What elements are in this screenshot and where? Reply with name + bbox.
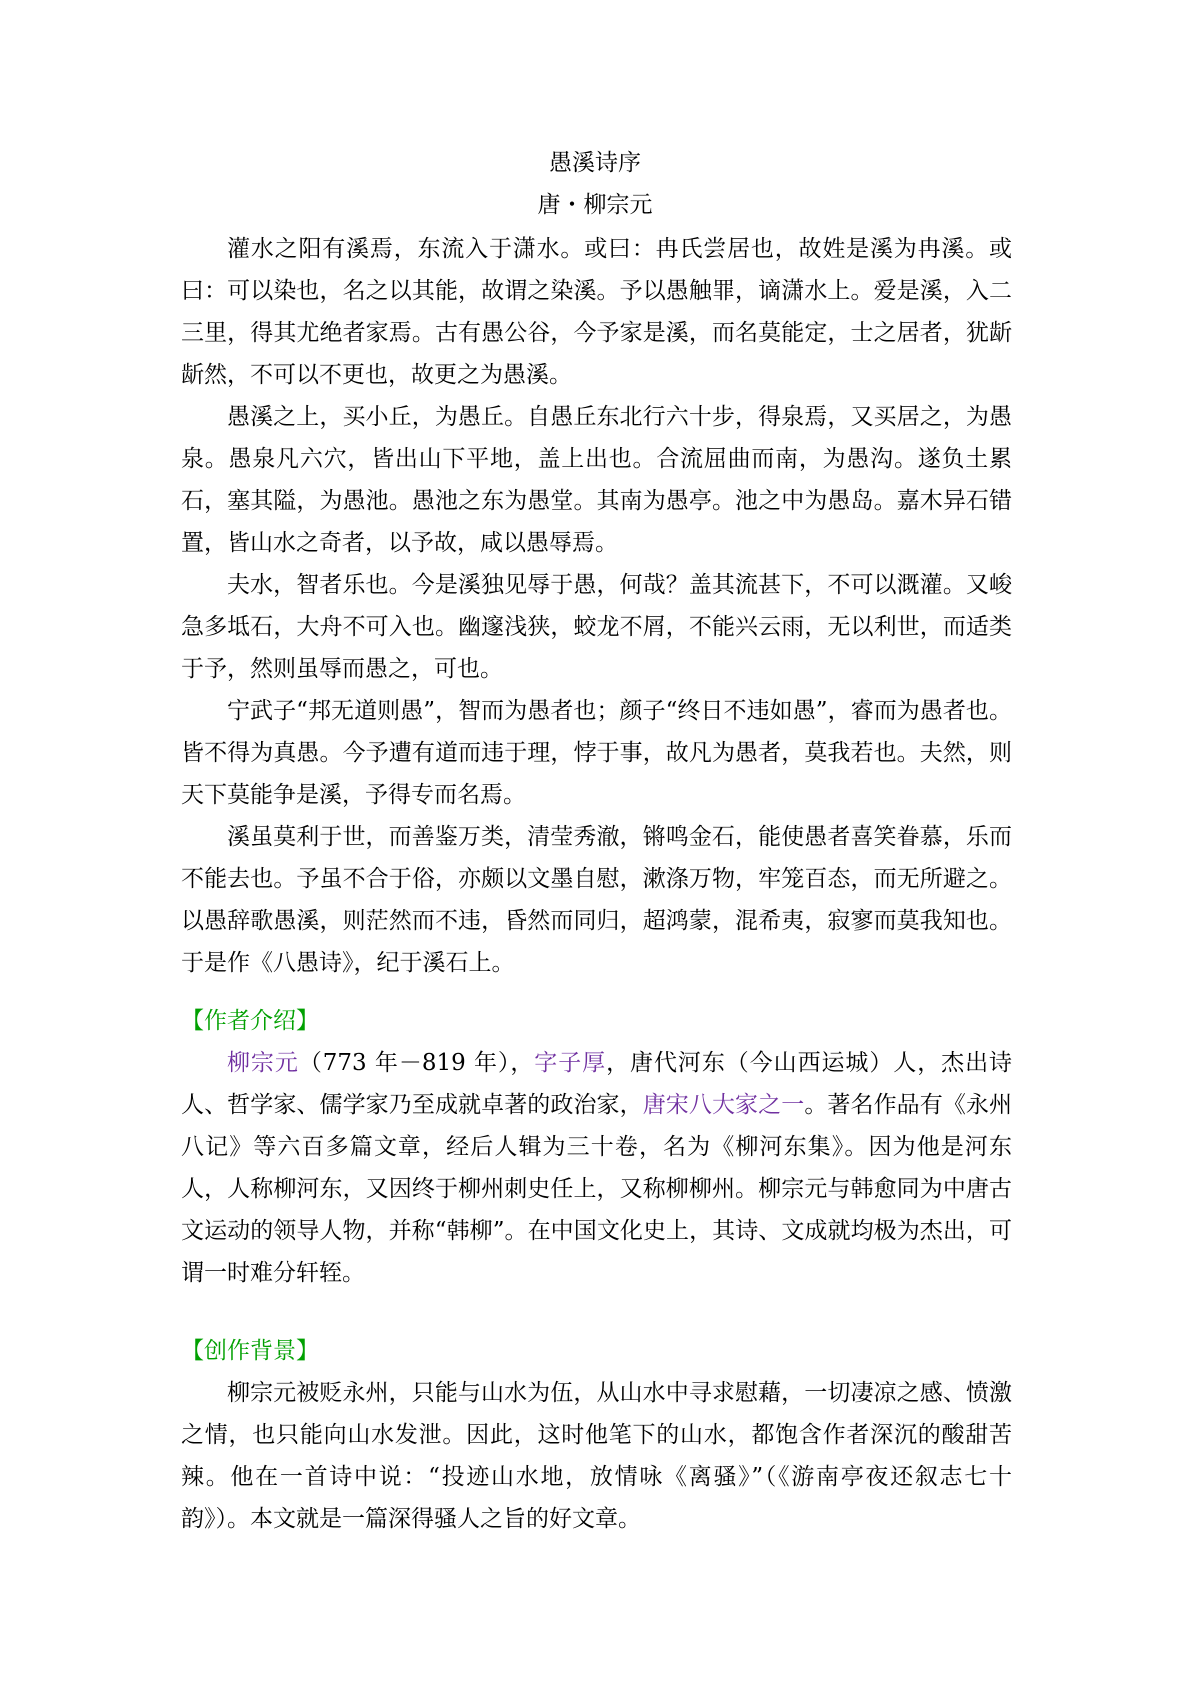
essay-paragraph-2: 愚溪之上，买小丘，为愚丘。自愚丘东北行六十步，得泉焉，又买居之，为愚泉。愚泉凡六穴，皆出山下平地，盖上出也。合流屈曲而南，为愚沟。遂负土累石，塞其隘，为愚池。愚池之东为愚堂。其南为愚亭。池之中为愚岛。嘉木异石错置，皆山水之奇者，以予故，咸以愚辱焉。 bbox=[181, 404, 1012, 556]
author-years: （773 年－819 年）， bbox=[298, 1050, 535, 1076]
courtesy-name-link[interactable]: 字子厚 bbox=[534, 1050, 607, 1076]
author-section bbox=[181, 1000, 1012, 1294]
essay-paragraph-3: 夫水，智者乐也。今是溪独见辱于愚，何哉？盖其流甚下，不可以溉灌。又峻急多坻石，大舟不可入也。幽邃浅狭，蛟龙不屑，不能兴云雨，无以利世，而适类于予，然则虽辱而愚之，可也。 bbox=[181, 572, 1012, 682]
document-title: 愚溪诗序 bbox=[549, 150, 641, 176]
background-section bbox=[181, 1330, 1012, 1540]
essay-body bbox=[181, 228, 1012, 984]
essay-paragraph-4: 宁武子“邦无道则愚”，智而为愚者也；颜子“终日不违如愚”，睿而为愚者也。皆不得为真愚。今予遭有道而违于理，悖于事，故凡为愚者，莫我若也。夫然，则天下莫能争是溪，予得专而名焉。 bbox=[181, 698, 1012, 808]
author-name-link[interactable]: 柳宗元 bbox=[227, 1050, 299, 1076]
background-paragraph: 柳宗元被贬永州，只能与山水为伍，从山水中寻求慰藉，一切凄凉之感、愤激之情，也只能向山水发泄。因此，这时他笔下的山水，都饱含作者深沉的酸甜苦辣。他在一首诗中说：“投迹山水地，放情咏《离骚》”（《游南亭夜还叙志七十韵》）。本文就是一篇深得骚人之旨的好文章。 bbox=[181, 1380, 1012, 1532]
author-mid-text: ，唐代河东（今山西运城）人，杰出诗人、哲学家、儒学家乃至成就卓著的政治家， bbox=[181, 1050, 1013, 1118]
author-section-heading: 【作者介绍】 bbox=[181, 1008, 319, 1034]
essay-paragraph-1: 灌水之阳有溪焉，东流入于潇水。或曰：冉氏尝居也，故姓是溪为冉溪。或曰：可以染也，名之以其能，故谓之染溪。予以愚触罪，谪潇水上。爱是溪，入二三里，得其尤绝者家焉。古有愚公谷，今予家是溪，而名莫能定，士之居者，犹龂龂然，不可以不更也，故更之为愚溪。 bbox=[181, 236, 1012, 388]
essay-paragraph-5: 溪虽莫利于世，而善鉴万类，清莹秀澈，锵鸣金石，能使愚者喜笑眷慕，乐而不能去也。予虽不合于俗，亦颇以文墨自慰，漱涤万物，牢笼百态，而无所避之。以愚辞歌愚溪，则茫然而不违，昏然而同归，超鸿蒙，混希夷，寂寥而莫我知也。于是作《八愚诗》，纪于溪石上。 bbox=[181, 824, 1012, 976]
background-section-heading: 【创作背景】 bbox=[181, 1338, 319, 1364]
author-line: 唐・柳宗元 bbox=[537, 192, 653, 218]
author-paragraph bbox=[181, 1042, 1012, 1294]
eight-masters-link[interactable]: 唐宋八大家之一 bbox=[642, 1092, 805, 1118]
author-rest-text: 。著名作品有《永州八记》等六百多篇文章，经后人辑为三十卷，名为《柳河东集》。因为他是河东人，人称柳河东，又因终于柳州刺史任上，又称柳柳州。柳宗元与韩愈同为中唐古文运动的领导人物，并称“韩柳”。在中国文化史上，其诗、文成就均极为杰出，可谓一时难分轩轾。 bbox=[181, 1092, 1013, 1286]
